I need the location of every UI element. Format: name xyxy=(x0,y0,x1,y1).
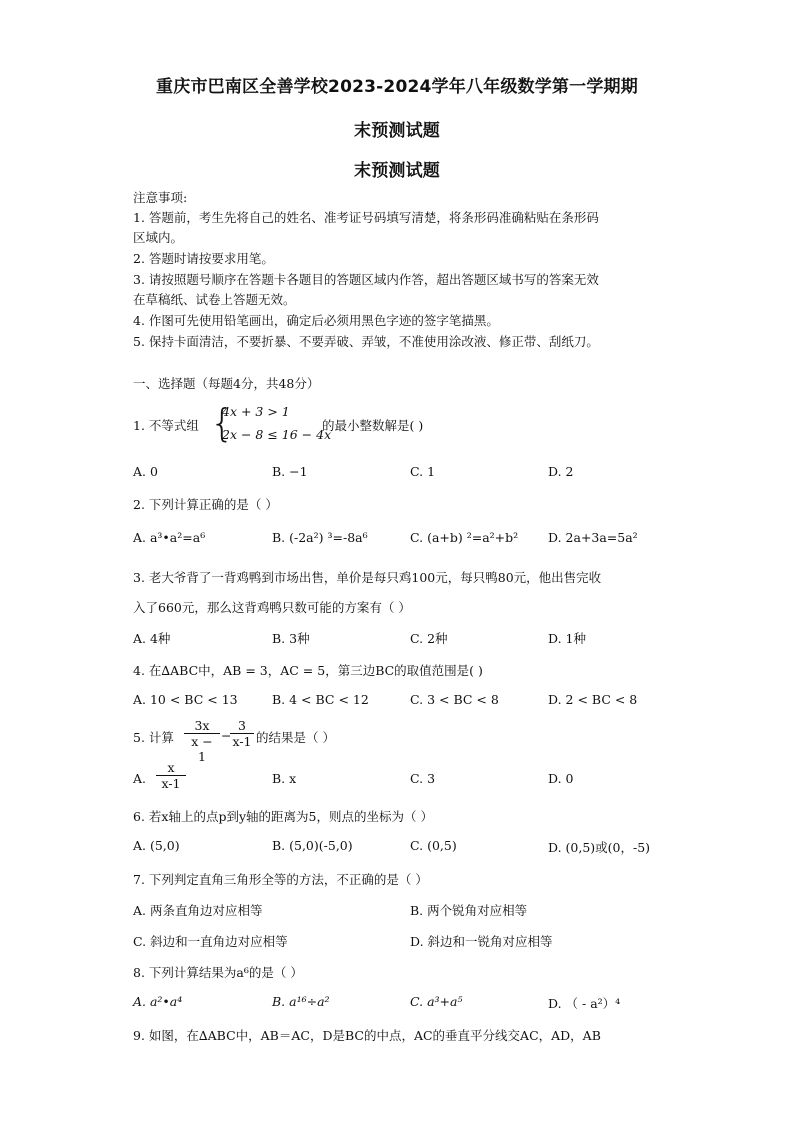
q5-fraction-2 xyxy=(230,718,254,749)
q5-fraction-1-den: x − 1 xyxy=(191,734,213,764)
q2-option-a: A. a³•a²=a⁶ xyxy=(133,530,206,545)
question-5-prefix: 5. 计算 xyxy=(133,730,174,745)
note-1: 1. 答题前，考生先将自己的姓名、准考证号码填写清楚，将条形码准确粘贴在条形码 xyxy=(133,210,599,225)
question-1-prefix: 1. 不等式组 xyxy=(133,418,199,433)
question-3-cont: 入了660元，那么这背鸡鸭只数可能的方案有（ ） xyxy=(133,600,411,615)
page-title: 重庆市巴南区全善学校2023-2024学年八年级数学第一学期期 xyxy=(156,77,638,97)
q1-option-c: C. 1 xyxy=(410,464,436,479)
q1-option-d: D. 2 xyxy=(548,464,574,479)
q5-option-a-fraction xyxy=(156,760,186,791)
q5-fraction-1-num: 3x xyxy=(184,718,220,734)
question-1-suffix: 的最小整数解是( ) xyxy=(322,418,424,433)
q4-option-c: C. 3 < BC < 8 xyxy=(410,692,499,707)
q3-option-d: D. 1种 xyxy=(548,631,586,646)
q1-inequality-2: 2x − 8 ≤ 16 − 4x xyxy=(222,427,332,442)
q5-option-a-num: x xyxy=(156,760,186,776)
q5-option-b: B. x xyxy=(272,771,297,786)
q8-option-b: B. a¹⁶÷a² xyxy=(272,994,330,1009)
question-5-suffix: 的结果是（ ） xyxy=(256,730,335,745)
q5-fraction-1 xyxy=(184,718,220,764)
note-1-cont: 区域内。 xyxy=(133,230,184,245)
question-3: 3. 老大爷背了一背鸡鸭到市场出售，单价是每只鸡100元，每只鸭80元，他出售完收 xyxy=(133,570,602,585)
q3-option-c: C. 2种 xyxy=(410,631,448,646)
note-3: 3. 请按照题号顺序在答题卡各题目的答题区域内作答，超出答题区域书写的答案无效 xyxy=(133,272,599,287)
q7-option-c: C. 斜边和一直角边对应相等 xyxy=(133,934,288,949)
q7-option-b: B. 两个锐角对应相等 xyxy=(410,903,528,918)
q2-option-d: D. 2a+3a=5a² xyxy=(548,530,638,545)
q5-minus: − xyxy=(221,728,232,743)
section-heading: 一、选择题（每题4分，共48分） xyxy=(133,376,320,391)
page-title-line2: 末预测试题 xyxy=(354,121,440,141)
q1-option-b: B. −1 xyxy=(272,464,308,479)
q8-option-d: D. （ - a²）⁴ xyxy=(548,996,621,1011)
q1-option-a: A. 0 xyxy=(133,464,158,479)
note-3-cont: 在草稿纸、试卷上答题无效。 xyxy=(133,292,296,307)
q3-option-b: B. 3种 xyxy=(272,631,310,646)
question-7: 7. 下列判定直角三角形全等的方法，不正确的是（ ） xyxy=(133,872,428,887)
q4-option-b: B. 4 < BC < 12 xyxy=(272,692,369,707)
question-2: 2. 下列计算正确的是（ ） xyxy=(133,497,278,512)
note-4: 4. 作图可先使用铅笔画出，确定后必须用黑色字迹的签字笔描黑。 xyxy=(133,313,499,328)
page-title-line3: 末预测试题 xyxy=(354,161,440,181)
q5-option-d: D. 0 xyxy=(548,771,574,786)
q2-option-c: C. (a+b) ²=a²+b² xyxy=(410,530,519,545)
q3-option-a: A. 4种 xyxy=(133,631,171,646)
q1-inequality-1: 4x + 3 > 1 xyxy=(222,404,290,419)
q5-fraction-2-num: 3 xyxy=(230,718,254,734)
q4-option-d: D. 2 < BC < 8 xyxy=(548,692,638,707)
question-9: 9. 如图，在∆ABC中，AB＝AC，D是BC的中点，AC的垂直平分线交AC，AD，AB xyxy=(133,1028,601,1043)
q4-option-a: A. 10 < BC < 13 xyxy=(133,692,238,707)
q7-option-d: D. 斜边和一锐角对应相等 xyxy=(410,934,553,949)
q7-option-a: A. 两条直角边对应相等 xyxy=(133,903,263,918)
notes-heading: 注意事项: xyxy=(133,190,188,205)
q6-option-d: D. (0,5)或(0，-5) xyxy=(548,840,651,855)
q5-option-a-label: A. xyxy=(133,771,147,786)
q6-option-b: B. (5,0)(-5,0) xyxy=(272,838,353,853)
note-5: 5. 保持卡面清洁，不要折暴、不要弄破、弄皱，不准使用涂改液、修正带、刮纸刀。 xyxy=(133,334,599,349)
q5-option-c: C. 3 xyxy=(410,771,436,786)
question-8: 8. 下列计算结果为a⁶的是（ ） xyxy=(133,965,303,980)
q8-option-a: A. a²•a⁴ xyxy=(133,994,183,1009)
q6-option-a: A. (5,0) xyxy=(133,838,180,853)
question-6: 6. 若x轴上的点p到y轴的距离为5，则点的坐标为（ ） xyxy=(133,809,433,824)
q8-option-c: C. a³+a⁵ xyxy=(410,994,463,1009)
q5-option-a-den: x-1 xyxy=(161,776,181,791)
note-2: 2. 答题时请按要求用笔。 xyxy=(133,251,274,266)
q2-option-b: B. (-2a²) ³=-8a⁶ xyxy=(272,530,368,545)
q5-fraction-2-den: x-1 xyxy=(232,734,252,749)
question-4: 4. 在∆ABC中，AB = 3，AC = 5，第三边BC的取值范围是( ) xyxy=(133,663,483,678)
q6-option-c: C. (0,5) xyxy=(410,838,457,853)
brace-symbol: { xyxy=(210,401,235,445)
